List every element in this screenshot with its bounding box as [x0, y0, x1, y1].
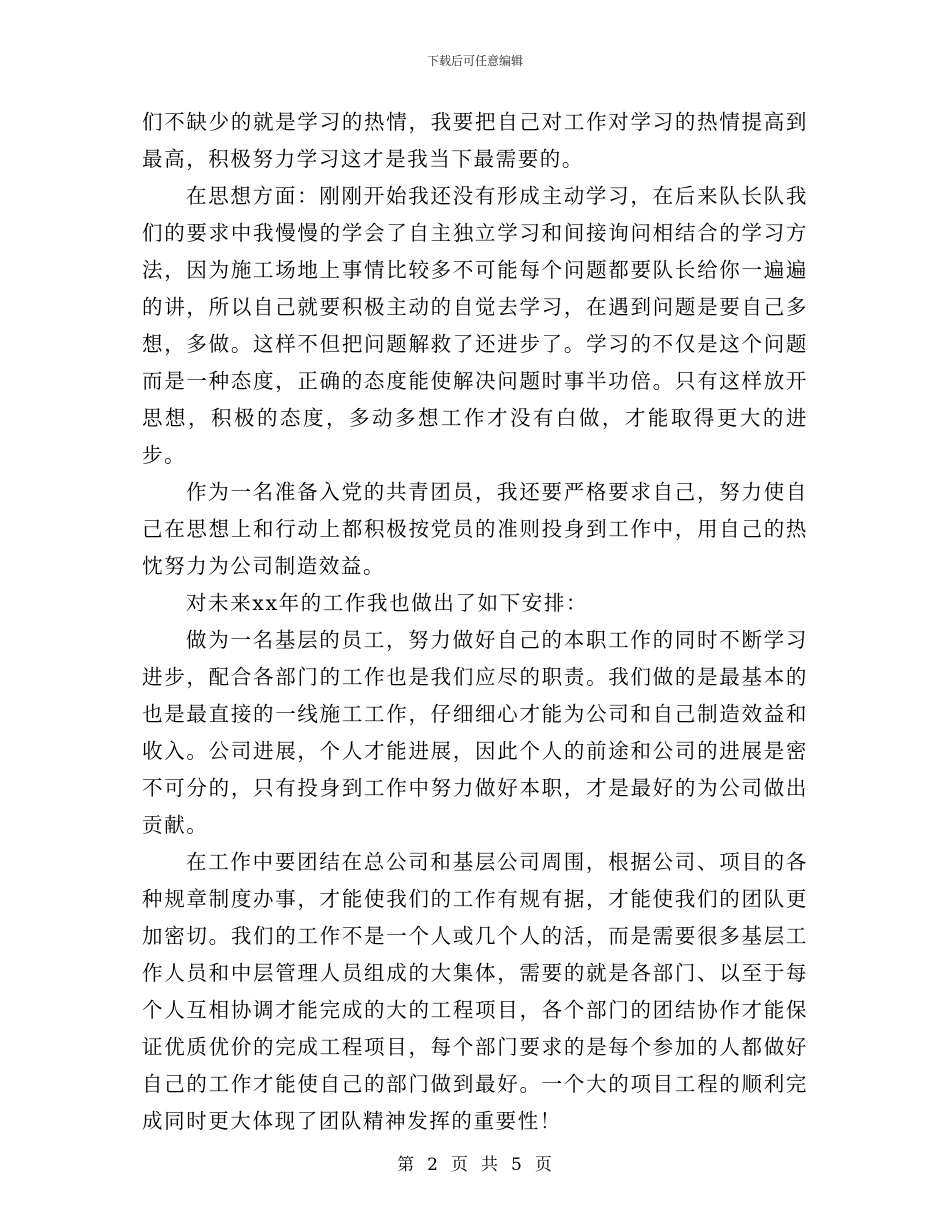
paragraph-basic-duty: 做为一名基层的员工，努力做好自己的本职工作的同时不断学习进步，配合各部门的工作也是我们应尽的职责。我们做的是最基本的也是最直接的一线施工工作，仔细细心才能为公司和自己制造效益和收入。公司进展，个人才能进展，因此个人的前途和公司的进展是密不可分的，只有投身到工作中努力做好本职，才是最好的为公司做出贡献。	[142, 628, 808, 837]
page-number-footer	[0, 1154, 950, 1176]
paragraph-teamwork: 在工作中要团结在总公司和基层公司周围，根据公司、项目的各种规章制度办事，才能使我们的工作有规有据，才能使我们的团队更加密切。我们的工作不是一个人或几个人的活，而是需要很多基层工作人员和中层管理人员组成的大集体，需要的就是各部门、以至于每个人互相协调才能完成的大的工程项目，各个部门的团结协作才能保证优质优价的完成工程项目，每个部门要求的是每个参加的人都做好自己的工作才能使自己的部门做到最好。一个大的项目工程的顺利完成同时更大体现了团队精神发挥的重要性！	[142, 850, 808, 1133]
paragraph-future-plan-intro: 对未来xx年的工作我也做出了如下安排：	[186, 591, 589, 615]
footer-page-label: 页	[451, 1155, 469, 1175]
page-header: 下载后可任意编辑	[426, 54, 523, 68]
paragraph-continued: 们不缺少的就是学习的热情，我要把自己对工作对学习的热情提高到最高，积极努力学习这才是我当下最需要的。	[142, 110, 808, 171]
footer-suffix: 页	[534, 1155, 553, 1175]
footer-prefix: 第	[397, 1155, 416, 1175]
footer-current-page: 2	[427, 1155, 439, 1175]
footer-total-label: 共	[481, 1155, 499, 1175]
paragraph-thinking: 在思想方面：刚刚开始我还没有形成主动学习，在后来队长队我们的要求中我慢慢的学会了自主独立学习和间接询问相结合的学习方法，因为施工场地上事情比较多不可能每个问题都要队长给你一遍遍的讲，所以自己就要积极主动的自觉去学习，在遇到问题是要自己多想，多做。这样不但把问题解救了还进步了。学习的不仅是这个问题而是一种态度，正确的态度能使解决问题时事半功倍。只有这样放开思想，积极的态度，多动多想工作才没有白做，才能取得更大的进步。	[142, 184, 808, 467]
document-body	[142, 104, 808, 1140]
footer-total-pages: 5	[511, 1155, 523, 1175]
paragraph-party-member: 作为一名准备入党的共青团员，我还要严格要求自己，努力使自己在思想上和行动上都积极按党员的准则投身到工作中，用自己的热忱努力为公司制造效益。	[142, 480, 808, 578]
